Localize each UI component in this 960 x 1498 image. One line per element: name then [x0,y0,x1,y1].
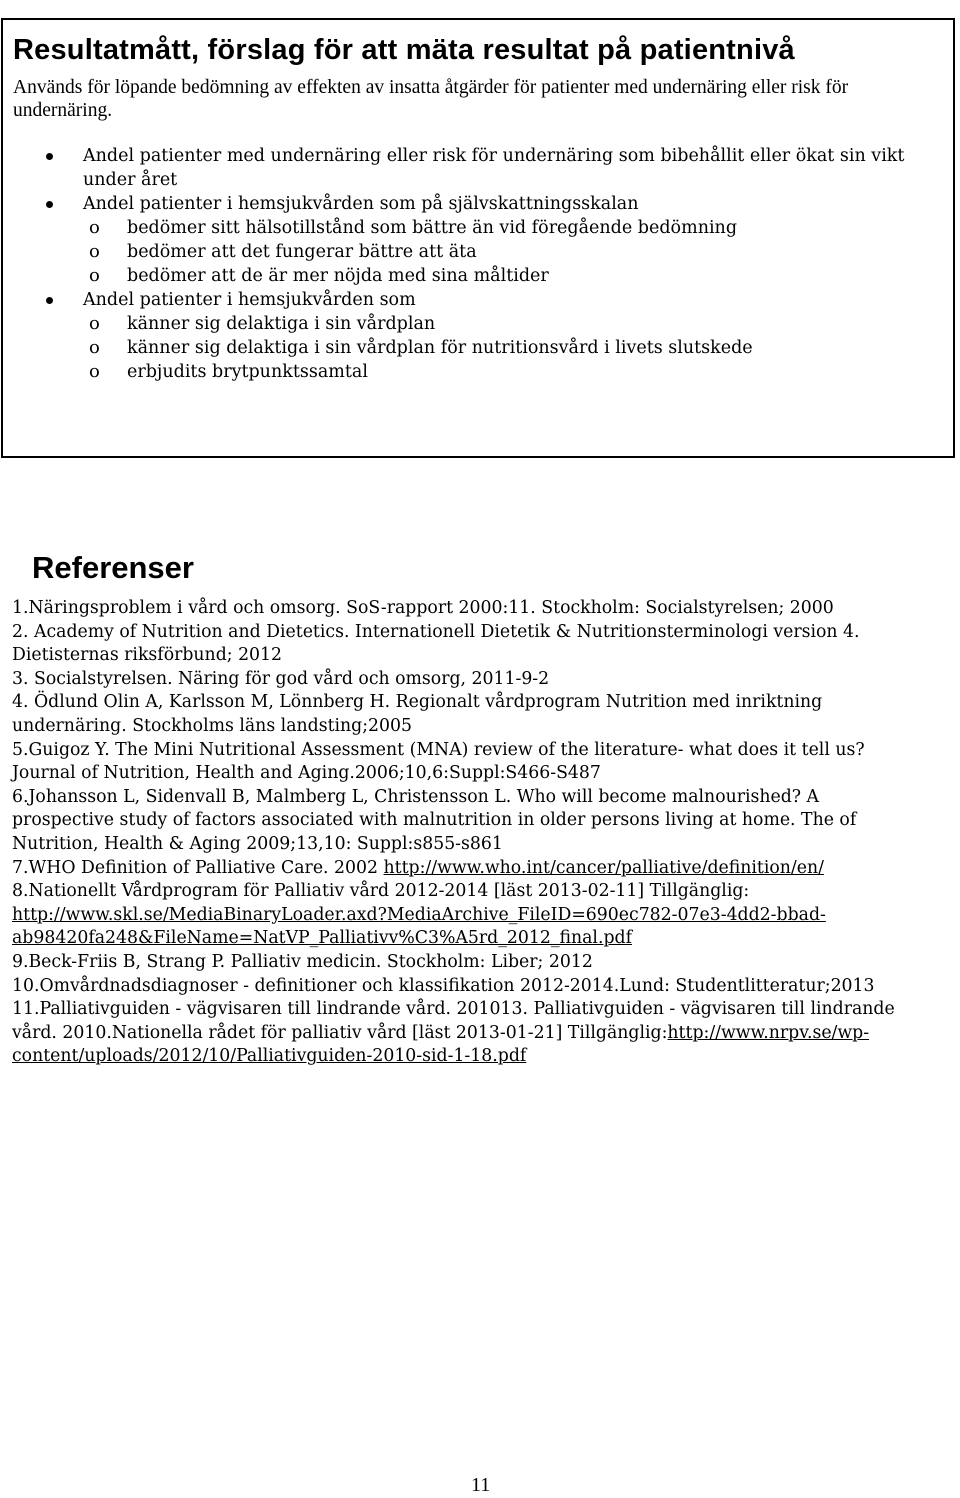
reference-text: 2. Academy of Nutrition and Dietetics. Internationell Dietetik & Nutritionsterminologi version 4. [12,621,860,642]
reference-line [12,856,824,880]
reference-line [12,997,895,1021]
reference-line [12,690,822,714]
reference-text: prospective study of factors associated with malnutrition in older persons living at home. The of [12,810,857,831]
reference-line [12,903,826,927]
reference-line [12,667,549,691]
reference-line [12,926,632,950]
reference-text: 5.Guigoz Y. The Mini Nutritional Assessment (MNA) review of the literature- what does it tell us? [12,739,865,760]
sub-item-text: bedömer att de är mer nöjda med sina måltider [127,266,549,286]
box-title: Resultatmått, förslag för att mäta resultat på patientnivå [13,34,795,66]
reference-line [12,714,412,738]
reference-text: 6.Johansson L, Sidenvall B, Malmberg L, Christensson L. Who will become malnourished? A [12,786,820,807]
reference-line [12,761,601,785]
sub-item-marker: o [89,241,100,262]
reference-text: 3. Socialstyrelsen. Näring för god vård och omsorg, 2011-9-2 [12,668,550,689]
reference-text: 11.Palliativguiden - vägvisaren till lindrande vård. 201013. Palliativguiden - vägvisaren till lindrande [12,999,895,1020]
reference-text: 4. Ödlund Olin A, Karlsson M, Lönnberg H. Regionalt vårdprogram Nutrition med inriktning [12,692,823,713]
reference-text: Nutrition, Health & Aging 2009;13,10: Suppl:s855-s861 [12,834,503,854]
reference-line [12,950,593,974]
sub-item-text: känner sig delaktiga i sin vårdplan [127,314,436,334]
reference-link[interactable]: http://www.nrpv.se/wp- [667,1022,870,1043]
reference-line [12,643,282,667]
reference-line [12,785,819,809]
reference-line [12,832,503,856]
reference-line [12,974,875,998]
outcome-measures-box [1,18,955,458]
reference-line [12,1044,526,1068]
sub-item-text: bedömer att det fungerar bättre att äta [127,242,477,262]
bullet-item-text: Andel patienter i hemsjukvården som [83,290,416,310]
reference-text: 7.WHO Definition of Palliative Care. 2002 [12,857,384,878]
reference-link[interactable]: content/uploads/2012/10/Palliativguiden-2010-sid-1-18.pdf [12,1046,527,1067]
sub-item-marker: o [89,337,100,358]
reference-text: 8.Nationellt Vårdprogram för Palliativ vård 2012-2014 [läst 2013-02-11] Tillgänglig: [12,881,750,902]
reference-link[interactable]: http://www.who.int/cancer/palliative/definition/en/ [383,857,824,878]
reference-link[interactable]: http://www.skl.se/MediaBinaryLoader.axd?MediaArchive_FileID=690ec782-07e3-4dd2-bbad- [12,904,826,925]
reference-text: 9.Beck-Friis B, Strang P. Palliativ medicin. Stockholm: Liber; 2012 [12,952,593,972]
reference-text: Dietisternas riksförbund; 2012 [12,645,283,666]
reference-link[interactable]: ab98420fa248&FileName=NatVP_Palliativv%C3%A5rd_2012_final.pdf [12,928,632,949]
reference-text: 1.Näringsproblem i vård och omsorg. SoS-rapport 2000:11. Stockholm: Socialstyrelsen; 2000 [12,598,834,618]
page-number: 11 [471,1474,491,1496]
sub-item-marker: o [89,217,100,238]
bullet-item-text: Andel patienter i hemsjukvården som på självskattningsskalan [83,194,639,214]
reference-line [12,879,749,903]
reference-text: undernäring. Stockholms läns landsting;2005 [12,716,413,736]
reference-line [12,620,860,644]
reference-line [12,1021,869,1045]
bullet-item-text: under året [83,170,178,190]
references-title: Referenser [32,550,194,585]
reference-text: Journal of Nutrition, Health and Aging.2006;10,6:Suppl:S466-S487 [12,763,601,784]
reference-text: 10.Omvårdnadsdiagnoser - definitioner och klassifikation 2012-2014.Lund: Studentlitteratur;2013 [12,975,875,996]
reference-line [12,808,856,832]
sub-item-text: känner sig delaktiga i sin vårdplan för nutritionsvård i livets slutskede [127,338,753,358]
sub-item-marker: o [89,313,100,334]
bullet-icon [46,153,53,160]
reference-text: vård. 2010.Nationella rådet för palliativ vård [läst 2013-01-21] Tillgänglig: [12,1022,668,1043]
reference-line [12,738,865,762]
bullet-icon [46,297,53,304]
sub-item-marker: o [89,361,100,382]
box-intro: Används för löpande bedömning av effekten av insatta åtgärder för patienter med undernäring eller risk för undernäring. [13,77,849,121]
sub-item-text: erbjudits brytpunktssamtal [127,362,368,382]
bullet-icon [46,201,53,208]
reference-line [12,596,834,620]
sub-item-marker: o [89,265,100,286]
sub-item-text: bedömer sitt hälsotillstånd som bättre än vid föregående bedömning [127,218,738,238]
bullet-item-text: Andel patienter med undernäring eller risk för undernäring som bibehållit eller ökat sin vikt [83,146,905,166]
